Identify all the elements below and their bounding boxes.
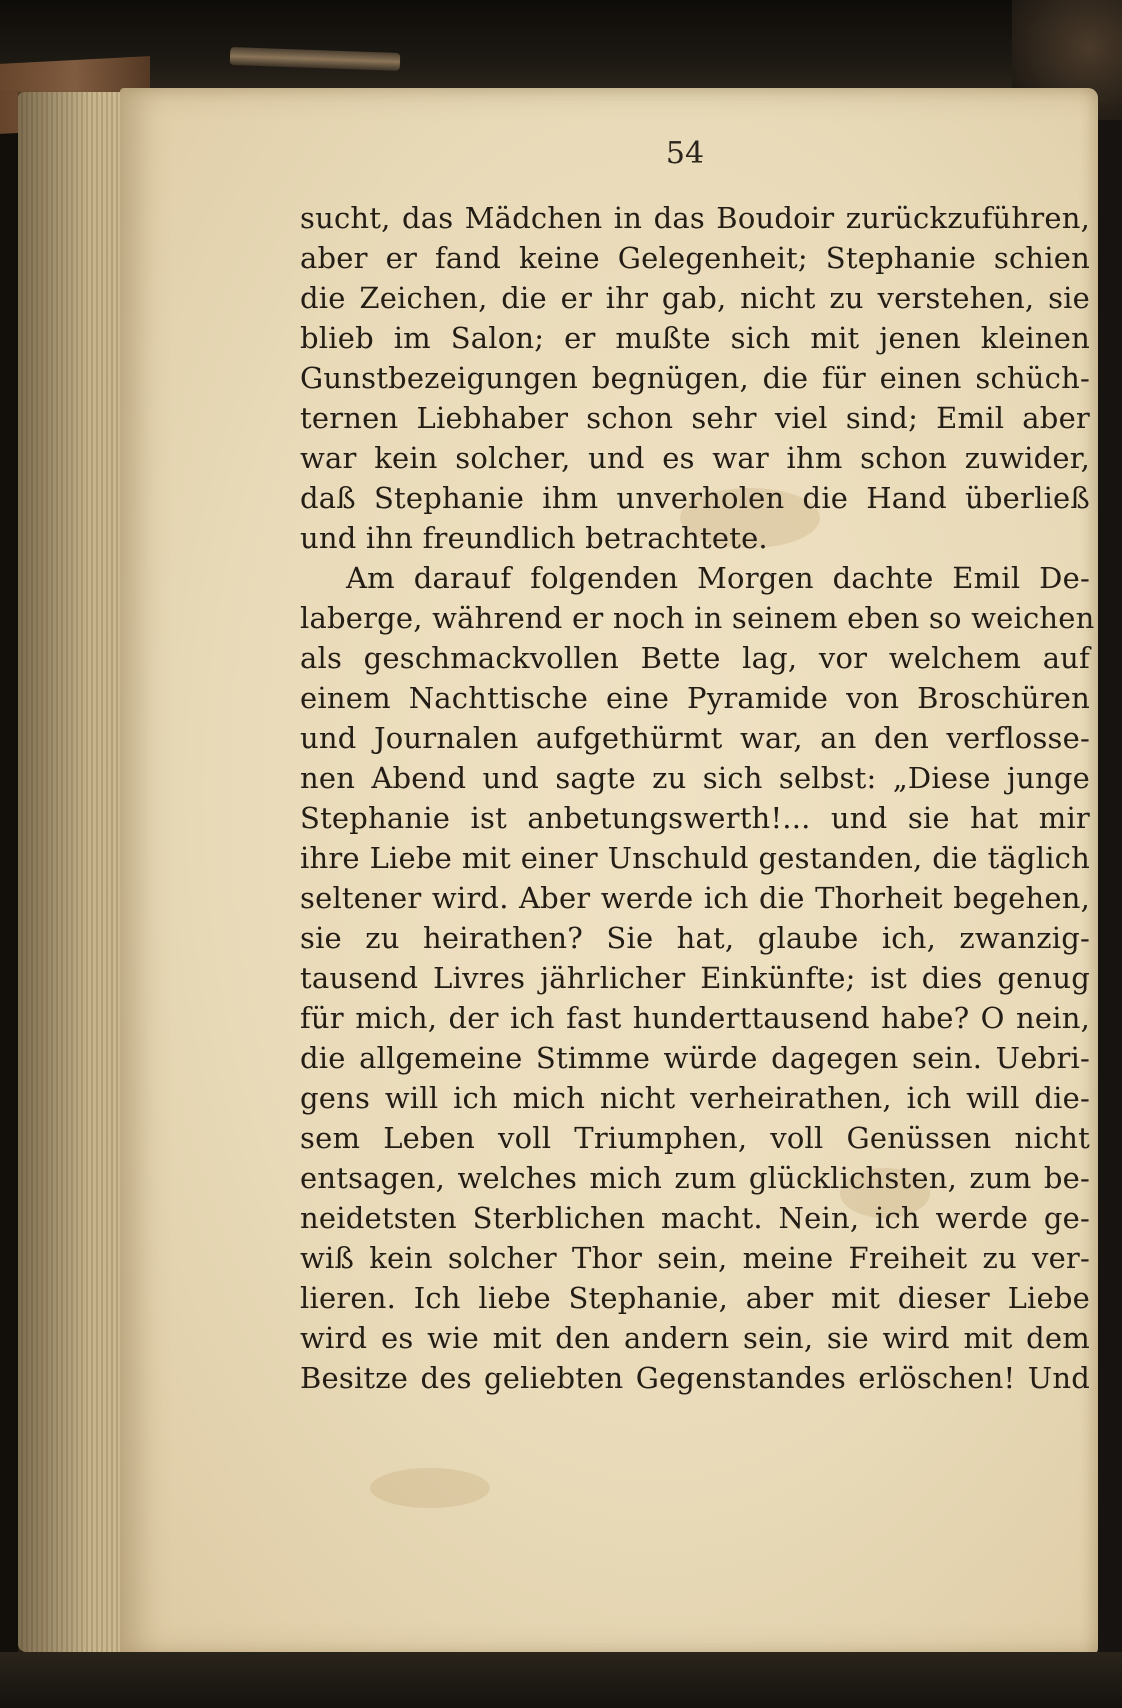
text-line: war kein solcher, und es war ihm schon zuwider, <box>300 441 1090 475</box>
text-line: ihre Liebe mit einer Unschuld gestanden, die täglich <box>300 841 1090 875</box>
text-line: blieb im Salon; er mußte sich mit jenen kleinen <box>300 321 1090 355</box>
text-line: sucht, das Mädchen in das Boudoir zurückzuführen, <box>300 201 1090 235</box>
text-line: die allgemeine Stimme würde dagegen sein. Uebri- <box>300 1041 1090 1075</box>
text-line: wird es wie mit den andern sein, sie wird mit dem <box>300 1321 1090 1355</box>
text-line: Gunstbezeigungen begnügen, die für einen schüch- <box>300 361 1090 395</box>
text-line: entsagen, welches mich zum glücklichsten, zum be- <box>300 1161 1090 1195</box>
text-line: sie zu heirathen? Sie hat, glaube ich, zwanzig- <box>300 921 1090 955</box>
paragraph-end-line: und ihn freundlich betrachtete. <box>300 521 768 555</box>
text-line: Besitze des geliebten Gegenstandes erlöschen! Und <box>300 1361 1090 1395</box>
text-line: seltener wird. Aber werde ich die Thorheit begehen, <box>300 881 1090 915</box>
text-line: ternen Liebhaber schon sehr viel sind; Emil aber <box>300 401 1090 435</box>
paragraph-start-line: Am darauf folgenden Morgen dachte Emil De- <box>346 561 1090 595</box>
text-line: gens will ich mich nicht verheirathen, ich will die- <box>300 1081 1090 1115</box>
text-line: die Zeichen, die er ihr gab, nicht zu verstehen, sie <box>300 281 1090 315</box>
text-line: Stephanie ist anbetungswerth!... und sie hat mir <box>300 801 1090 835</box>
text-line: laberge, während er noch in seinem eben so weichen <box>300 601 1095 635</box>
text-line: aber er fand keine Gelegenheit; Stephanie schien <box>300 241 1090 275</box>
foxing-stain <box>370 1468 490 1508</box>
text-line: für mich, der ich fast hunderttausend habe? O nein, <box>300 1001 1090 1035</box>
text-line: tausend Livres jährlicher Einkünfte; ist dies genug <box>300 961 1090 995</box>
text-line: neidetsten Sterblichen macht. Nein, ich werde ge- <box>300 1201 1090 1235</box>
body-text <box>300 198 1095 1398</box>
text-line: wiß kein solcher Thor sein, meine Freiheit zu ver- <box>300 1241 1090 1275</box>
text-line: einem Nachttische eine Pyramide von Broschüren <box>300 681 1090 715</box>
text-line: nen Abend und sagte zu sich selbst: „Diese junge <box>300 761 1090 795</box>
text-line: als geschmackvollen Bette lag, vor welchem auf <box>300 641 1090 675</box>
text-line: daß Stephanie ihm unverholen die Hand überließ <box>300 481 1090 515</box>
book-cover-bottom <box>0 1652 1122 1708</box>
text-line: und Journalen aufgethürmt war, an den verflosse- <box>300 721 1090 755</box>
page-number: 54 <box>665 136 705 171</box>
text-line: lieren. Ich liebe Stephanie, aber mit dieser Liebe <box>300 1281 1090 1315</box>
book-cover-top <box>0 0 1122 90</box>
text-line: sem Leben voll Triumphen, voll Genüssen nicht <box>300 1121 1090 1155</box>
